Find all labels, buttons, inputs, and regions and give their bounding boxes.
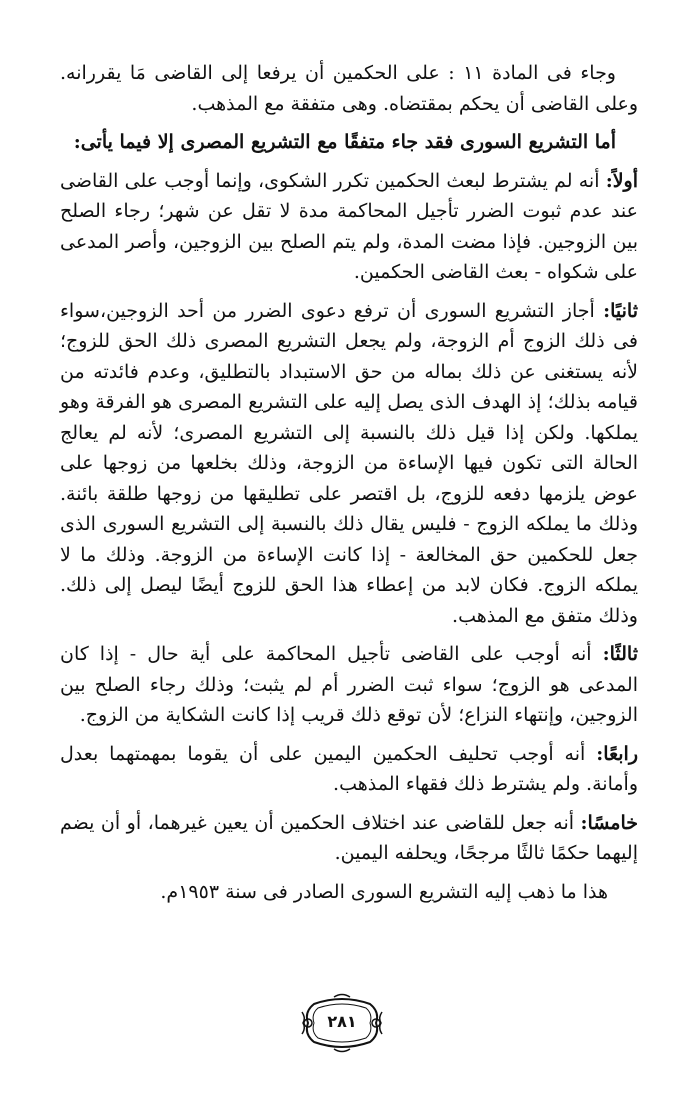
paragraph-label: أولاً: — [605, 169, 638, 192]
paragraph-second — [60, 296, 638, 632]
page-body — [60, 58, 638, 915]
paragraph-label: ثانيًا: — [603, 299, 638, 322]
paragraph-text: أنه لم يشترط لبعث الحكمين تكرر الشكوى، وإنما أوجب على القاضى عند عدم ثبوت الضرر تأجيل المحاكمة مدة لا تقل عن شهر؛ رجاء الصلح بين الزوجين. فإذا مضت المدة، ولم يتم الصلح بين الزوجين، وأصر المدعى على شكواه - بعث القاضى الحكمين. — [60, 169, 638, 283]
paragraph-text: أنه أوجب على القاضى تأجيل المحاكمة على أية حال - إذا كان المدعى هو الزوج؛ سواء ثبت الضرر أم لم يثبت؛ وذلك رجاء الصلح بين الزوجين، وإنتهاء النزاع؛ لأن توقع ذلك قريب إذا كانت الشكاية من الزوج. — [60, 643, 638, 726]
paragraph-text: هذا ما ذهب إليه التشريع السورى الصادر فى سنة ١٩٥٣م. — [160, 880, 608, 903]
page-number: ٢٨١ — [327, 1012, 357, 1031]
paragraph-syrian-intro — [60, 127, 638, 158]
paragraph-fifth — [60, 808, 638, 869]
page-number-ornament — [300, 992, 384, 1054]
paragraph-closing — [60, 877, 638, 908]
paragraph-label: ثالثًا: — [602, 643, 638, 665]
paragraph-article-11 — [60, 58, 638, 119]
paragraph-text: أنه جعل للقاضى عند اختلاف الحكمين أن يعين غيرهما، أو أن يضم إليهما حكمًا ثالثًا مرجحًا، ويحلفه اليمين. — [60, 811, 638, 864]
paragraph-label: رابعًا: — [596, 742, 638, 765]
paragraph-first — [60, 166, 638, 288]
paragraph-label: خامسًا: — [580, 811, 638, 834]
paragraph-text: أجاز التشريع السورى أن ترفع دعوى الضرر من أحد الزوجين،سواء فى ذلك الزوج أم الزوجة، ولم يجعل التشريع المصرى ذلك الحق للزوج؛ لأنه يستغنى عن ذلك بماله من حق الاستبداد بالتطليق، وعدم فائدته من قيامه بذلك؛ إذ الهدف الذى يصل إليه على التشريع المصرى هو الفرقة وهو يملكها. ولكن إذا قيل ذلك بالنسبة إلى التشريع المصرى؛ لأنه لم يعالج الحالة التى تكون فيها الإساءة من الزوجة، وذلك بخلعها من زوجها على عوض يلزمها دفعه للزوج، بل اقتصر على تطليقها من زوجها طلقة بائنة. وذلك ما يملكه الزوج - فليس يقال ذلك بالنسبة إلى التشريع السورى الذى جعل للحكمين حق المخالعة - إذا كانت الإساءة من الزوجة. وذلك ما لا يملكه الزوج. فكان لابد من إعطاء هذا الحق للزوج أيضًا ليصل إلى ذلك. وذلك متفق مع المذهب. — [60, 299, 638, 627]
paragraph-text: أنه أوجب تحليف الحكمين اليمين على أن يقوما بمهمتهما بعدل وأمانة. ولم يشترط ذلك فقهاء المذهب. — [60, 742, 638, 795]
paragraph-text: أما التشريع السورى فقد جاء متفقًا مع التشريع المصرى إلا فيما يأتى: — [73, 131, 616, 153]
paragraph-fourth — [60, 739, 638, 800]
paragraph-third — [60, 639, 638, 731]
paragraph-text: وجاء فى المادة ١١ : على الحكمين أن يرفعا إلى القاضى مَا يقررانه. وعلى القاضى أن يحكم بمقتضاه. وهى متفقة مع المذهب. — [60, 62, 638, 115]
